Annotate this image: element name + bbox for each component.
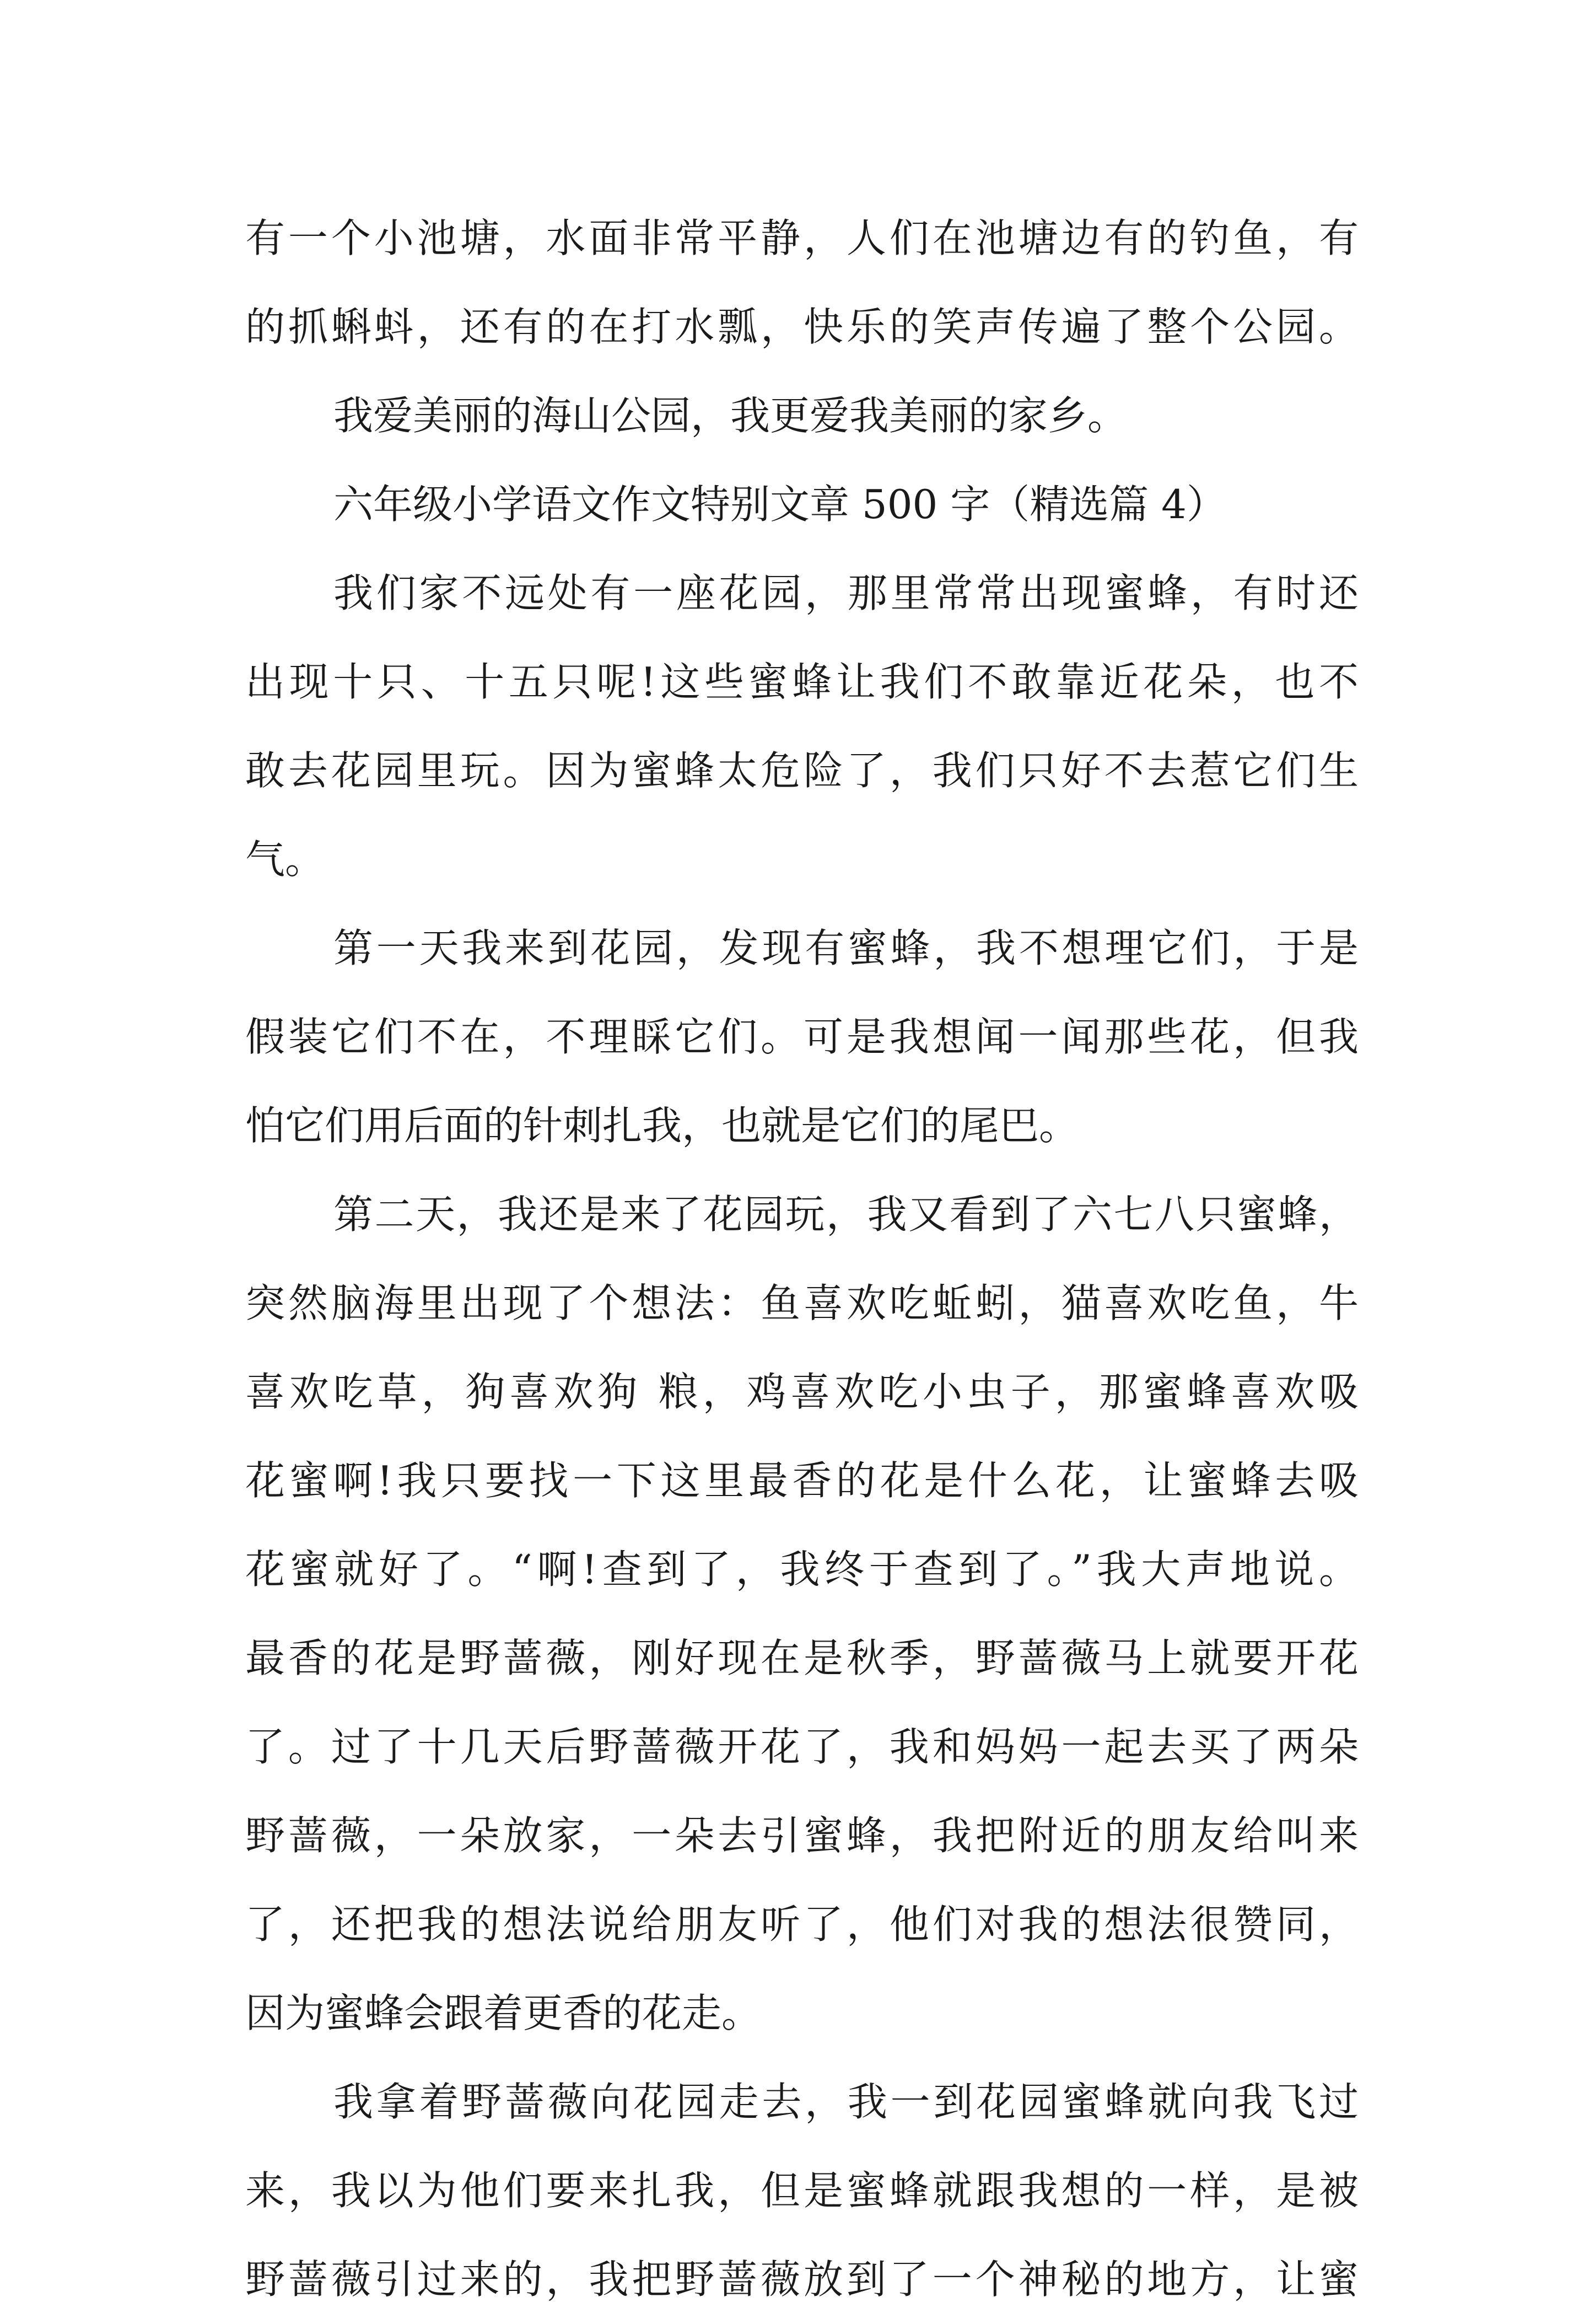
text-line: 花蜜就好了。“啊!查到了，我终于查到了。”我大声地说。 xyxy=(245,1546,1359,1593)
text-line: 假装它们不在，不理睬它们。可是我想闻一闻那些花，但我 xyxy=(245,1014,1359,1060)
text-line: 第一天我来到花园，发现有蜜蜂，我不想理它们，于是 xyxy=(333,925,1359,971)
text-line: 敢去花园里玩。因为蜜蜂太危险了，我们只好不去惹它们生 xyxy=(245,747,1359,794)
text-line: 第二天，我还是来了花园玩，我又看到了六七八只蜜蜂， xyxy=(333,1191,1359,1238)
text-line: 气。 xyxy=(245,836,325,883)
text-line: 出现十只、十五只呢!这些蜜蜂让我们不敢靠近花朵，也不 xyxy=(245,659,1359,705)
text-line: 了，还把我的想法说给朋友听了，他们对我的想法很赞同， xyxy=(245,1901,1359,1948)
text-line: 了。过了十几天后野蔷薇开花了，我和妈妈一起去买了两朵 xyxy=(245,1724,1359,1770)
article-heading: 六年级小学语文作文特别文章 500 字（精选篇 4） xyxy=(333,481,1226,528)
text-line: 花蜜啊!我只要找一下这里最香的花是什么花，让蜜蜂去吸 xyxy=(245,1457,1359,1504)
text-line: 因为蜜蜂会跟着更香的花走。 xyxy=(245,1990,762,2036)
document-body xyxy=(245,194,1359,2324)
text-line: 野蔷薇，一朵放家，一朵去引蜜蜂，我把附近的朋友给叫来 xyxy=(245,1812,1359,1859)
text-line: 来，我以为他们要来扎我，但是蜜蜂就跟我想的一样，是被 xyxy=(245,2167,1359,2214)
text-line: 突然脑海里出现了个想法：鱼喜欢吃蚯蚓，猫喜欢吃鱼，牛 xyxy=(245,1280,1359,1326)
text-line: 有一个小池塘，水面非常平静，人们在池塘边有的钓鱼，有 xyxy=(245,215,1359,261)
text-line: 我爱美丽的海山公园，我更爱我美丽的家乡。 xyxy=(333,392,1128,439)
text-line: 最香的花是野蔷薇，刚好现在是秋季，野蔷薇马上就要开花 xyxy=(245,1635,1359,1681)
text-line: 我拿着野蔷薇向花园走去，我一到花园蜜蜂就向我飞过 xyxy=(333,2079,1359,2125)
text-line: 怕它们用后面的针刺扎我，也就是它们的尾巴。 xyxy=(245,1102,1079,1149)
text-line: 野蔷薇引过来的，我把野蔷薇放到了一个神秘的地方，让蜜 xyxy=(245,2256,1359,2303)
text-line: 我们家不远处有一座花园，那里常常出现蜜蜂，有时还 xyxy=(333,570,1359,616)
text-line: 喜欢吃草，狗喜欢狗 粮，鸡喜欢吃小虫子，那蜜蜂喜欢吸 xyxy=(245,1369,1359,1415)
text-line: 的抓蝌蚪，还有的在打水瓢，快乐的笑声传遍了整个公园。 xyxy=(245,304,1359,350)
